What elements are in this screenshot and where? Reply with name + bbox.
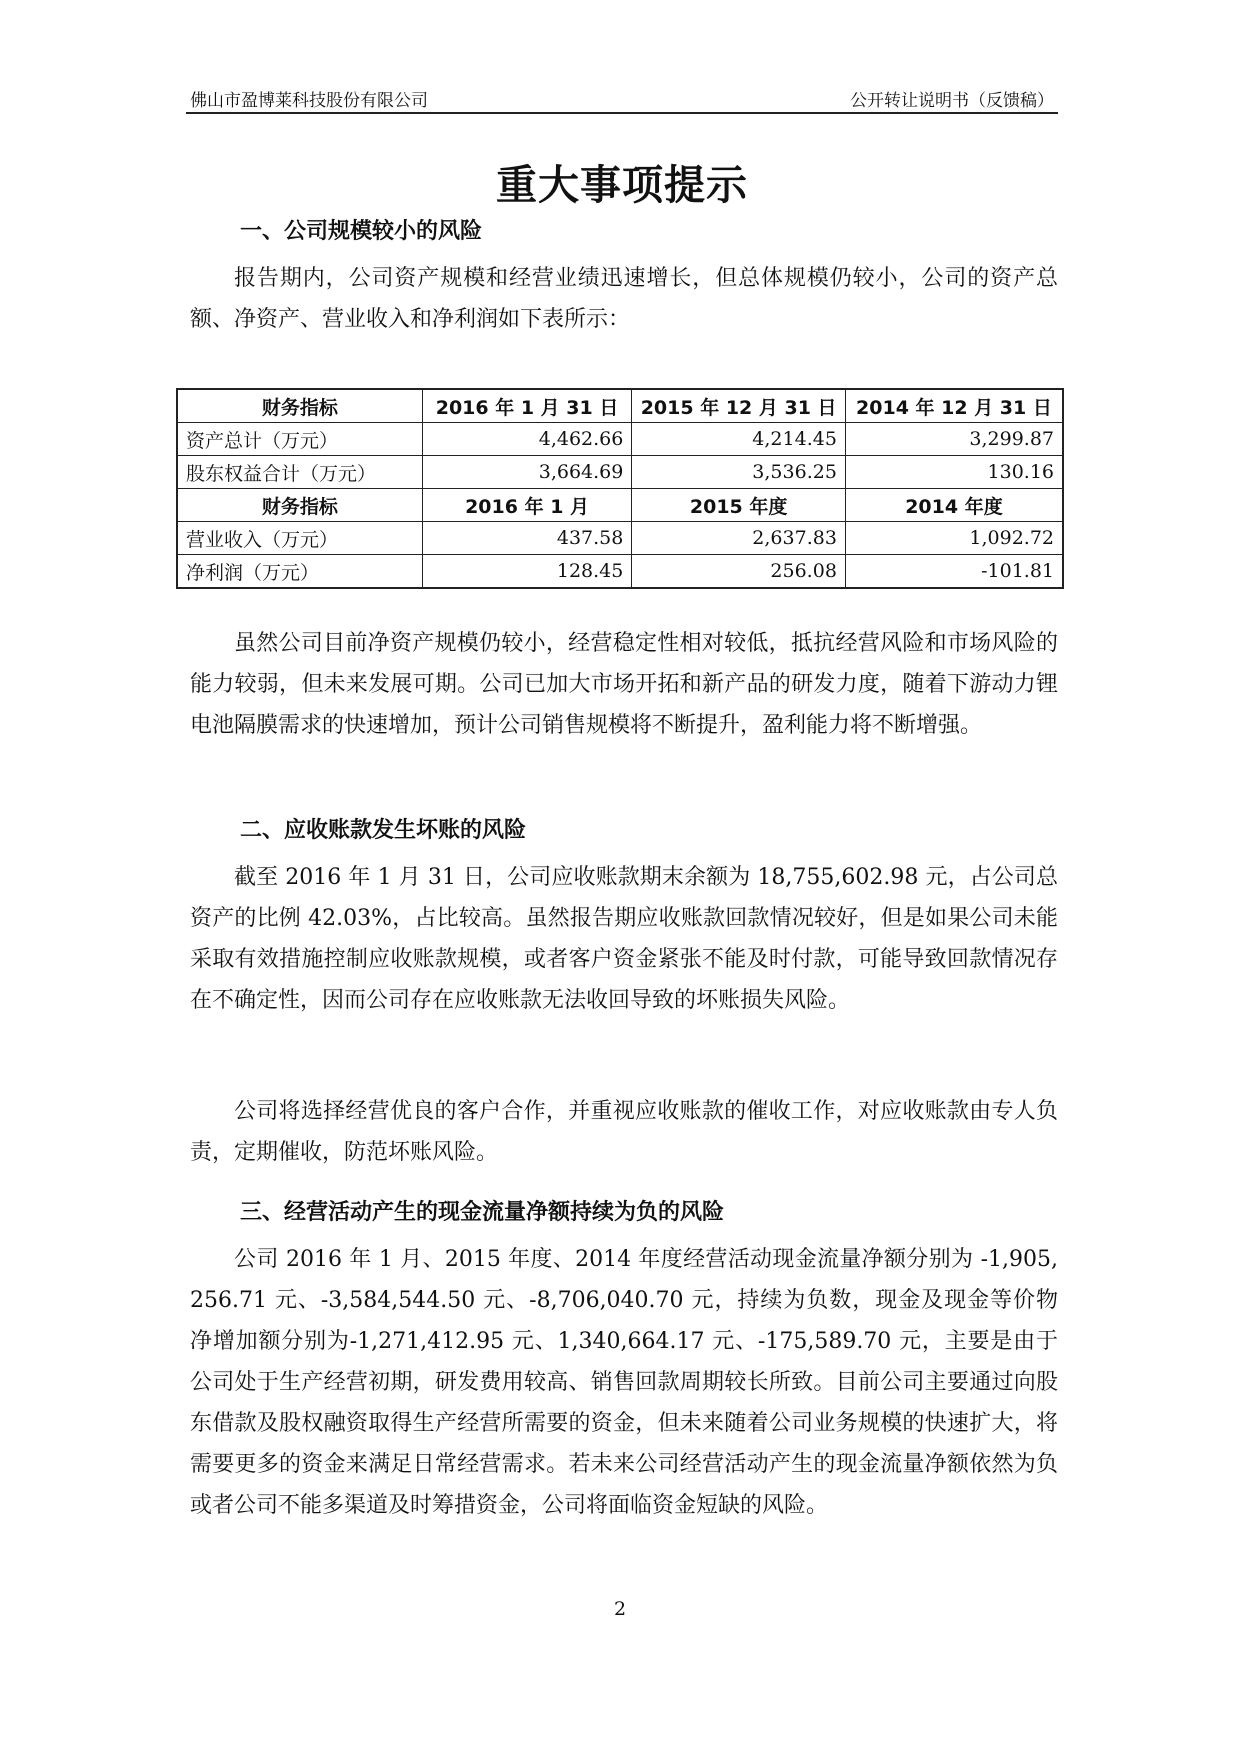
table-value-cell: 3,536.25 [632, 456, 846, 489]
table-header-cell: 2015 年 12 月 31 日 [632, 389, 846, 423]
header-doc-title: 公开转让说明书（反馈稿） [850, 91, 1054, 111]
table-value-cell: 3,664.69 [422, 456, 632, 489]
table-header-row [177, 389, 1063, 423]
table-row [177, 456, 1063, 489]
table-header-cell: 2015 年度 [632, 489, 846, 522]
table-label-cell: 股东权益合计（万元） [177, 456, 422, 489]
table-value-cell: 1,092.72 [845, 522, 1063, 555]
section1-conclusion: 虽然公司目前净资产规模仍较小，经营稳定性相对较低，抵抗经营风险和市场风险的能力较弱，但未来发展可期。公司已加大市场开拓和新产品的研发力度，随着下游动力锂电池隔膜需求的快速增加，预计公司销售规模将不断提升，盈利能力将不断增强。 [190, 631, 1058, 738]
section1-intro: 报告期内，公司资产规模和经营业绩迅速增长，但总体规模仍较小，公司的资产总额、净资产、营业收入和净利润如下表所示： [190, 266, 1058, 332]
financial-table [176, 388, 1064, 589]
header-company: 佛山市盈博莱科技股份有限公司 [190, 91, 428, 111]
table-header-cell: 财务指标 [177, 389, 422, 423]
section2-paragraph-1: 截至 2016 年 1 月 31 日，公司应收账款期末余额为 18,755,602.98 元，占公司总资产的比例 42.03%，占比较高。虽然报告期应收账款回款情况较好，但是如果公司未能采取有效措施控制应收账款规模，或者客户资金紧张不能及时付款，可能导致回款情况存在不确定性，因而公司存在应收账款无法收回导致的坏账损失风险。 [190, 865, 1058, 1013]
page-number: 2 [613, 1598, 627, 1620]
section2-paragraph-2: 公司将选择经营优良的客户合作，并重视应收账款的催收工作，对应收账款由专人负责，定期催收，防范坏账风险。 [190, 1099, 1058, 1165]
section3-heading: 三、经营活动产生的现金流量净额持续为负的风险 [240, 1200, 725, 1225]
table-label-cell: 资产总计（万元） [177, 423, 422, 456]
table-header-cell: 2014 年度 [845, 489, 1063, 522]
table-value-cell: 3,299.87 [845, 423, 1063, 456]
table-row [177, 423, 1063, 456]
table-value-cell: 256.08 [632, 555, 846, 589]
section1-heading: 一、公司规模较小的风险 [240, 219, 483, 244]
table-header-cell: 2016 年 1 月 [422, 489, 632, 522]
table-value-cell: 437.58 [422, 522, 632, 555]
table-header-cell: 2014 年 12 月 31 日 [845, 389, 1063, 423]
page-header [186, 84, 1058, 114]
table-value-cell: 2,637.83 [632, 522, 846, 555]
table-header-cell: 2016 年 1 月 31 日 [422, 389, 632, 423]
financial-table-body [177, 389, 1063, 588]
section2-heading: 二、应收账款发生坏账的风险 [240, 818, 527, 843]
table-row [177, 555, 1063, 589]
table-header-row [177, 489, 1063, 522]
table-value-cell: 4,462.66 [422, 423, 632, 456]
table-value-cell: 128.45 [422, 555, 632, 589]
table-value-cell: -101.81 [845, 555, 1063, 589]
table-row [177, 522, 1063, 555]
section3-paragraph-1: 公司 2016 年 1 月、2015 年度、2014 年度经营活动现金流量净额分别为 -1,905,256.71 元、-3,584,544.50 元、-8,706,040.70 元，持续为负数，现金及现金等价物净增加额分别为-1,271,412.95 元、1,340,664.17 元、-175,589.70 元，主要是由于公司处于生产经营初期，研发费用较高、销售回款周期较长所致。目前公司主要通过向股东借款及股权融资取得生产经营所需要的资金，但未来随着公司业务规模的快速扩大，将需要更多的资金来满足日常经营需求。若未来公司经营活动产生的现金流量净额依然为负或者公司不能多渠道及时筹措资金，公司将面临资金短缺的风险。 [190, 1247, 1058, 1518]
table-header-cell: 财务指标 [177, 489, 422, 522]
table-value-cell: 130.16 [845, 456, 1063, 489]
table-label-cell: 净利润（万元） [177, 555, 422, 589]
page-title: 重大事项提示 [496, 161, 748, 209]
table-value-cell: 4,214.45 [632, 423, 846, 456]
table-label-cell: 营业收入（万元） [177, 522, 422, 555]
